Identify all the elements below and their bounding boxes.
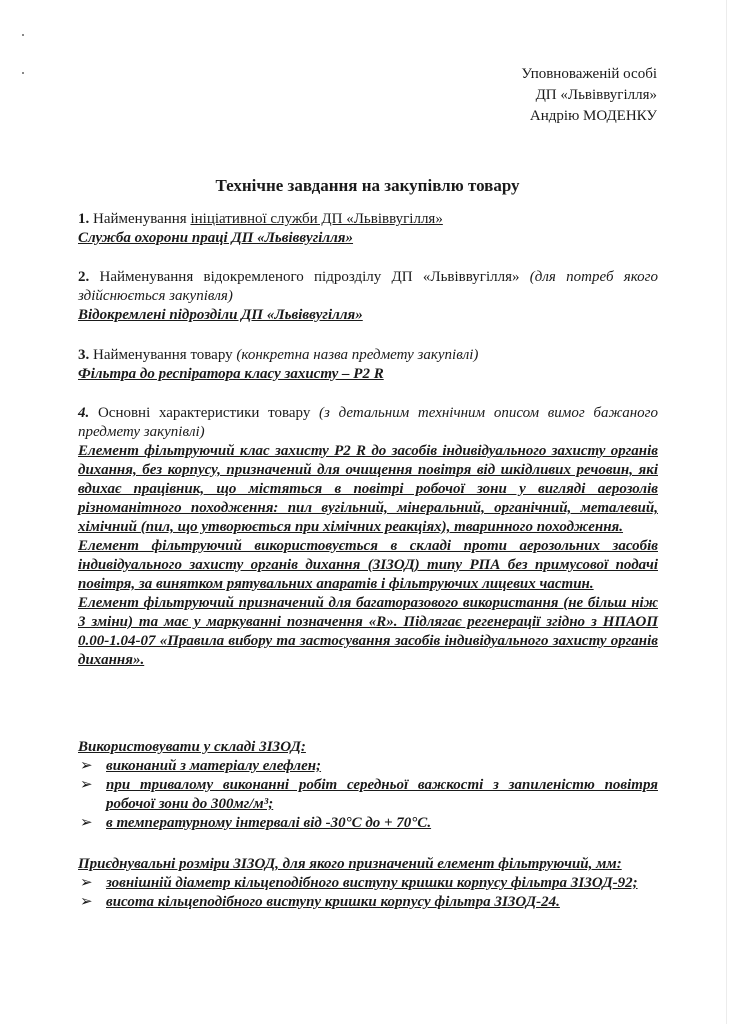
section-number: 1. [78, 211, 90, 227]
usage-section [78, 738, 658, 833]
section-2-label [78, 268, 658, 306]
list-item: ➢ при тривалому виконанні робіт середньої важкості з запиленістю повітря робочої зони до 300мг/м³; [80, 777, 658, 812]
section-1-value: Служба охорони праці ДП «Львіввугілля» [78, 230, 354, 246]
label-text: Найменування [93, 211, 191, 227]
section-3-label [78, 346, 658, 365]
section-1 [78, 210, 658, 248]
characteristics-paragraph: Елемент фільтруючий клас захисту Р2 R до засобів індивідуального захисту органів дихання, без корпусу, призначений для очищення повітря від шкідливих речовин, які вдихає працівник, що містяться в повітрі робочої зони у вигляді аерозолів різноманітного походження: пил вугільний, мінеральний, органічний, металевий, хімічний (пил, що утворюється при хімічних реакціях), тваринного походження. [78, 443, 658, 535]
section-3 [78, 346, 658, 384]
label-text-underlined: ініціативної служби ДП «Львіввугілля» [190, 211, 443, 227]
label-hint: (конкретна назва предмету закупівлі) [236, 347, 479, 363]
label-text: Найменування товару [93, 347, 233, 363]
list-item: ➢ виконаний з матеріалу елефлен; [80, 758, 322, 774]
scan-speck [22, 34, 24, 36]
section-4 [78, 404, 658, 670]
addressee-line: ДП «Львіввугілля» [535, 87, 657, 103]
arrow-bullet-icon: ➢ [80, 758, 93, 774]
section-number: 2. [78, 269, 90, 285]
arrow-bullet-icon: ➢ [80, 875, 93, 891]
addressee-line: Уповноваженій особі [521, 66, 657, 82]
label-hint: (з детальним технічним описом вимог бажаного предмету закупівлі) [78, 405, 659, 440]
section-number: 3. [78, 347, 90, 363]
section-number: 4. [78, 405, 90, 421]
usage-list [78, 757, 658, 833]
addressee-line: Андрію МОДЕНКУ [529, 108, 657, 124]
label-text: Найменування відокремленого підрозділу ДП «Львіввугілля» [99, 269, 520, 285]
section-3-value: Фільтра до респіратора класу захисту – Р2 R [78, 366, 384, 382]
section-2 [78, 268, 658, 325]
section-2-value: Відокремлені підрозділи ДП «Львіввугілля» [78, 307, 363, 323]
usage-heading: Використовувати у складі ЗІЗОД: [78, 739, 306, 755]
list-item: ➢ зовнішній діаметр кільцеподібного виступу кришки корпусу фільтра ЗІЗОД-92; [80, 875, 638, 891]
dimensions-list [78, 874, 658, 912]
label-text: Основні характеристики товару [97, 405, 311, 421]
section-1-label [78, 210, 658, 229]
scan-speck [22, 72, 24, 74]
section-4-label [78, 404, 658, 442]
label-hint: (для потреб якого здійснюється закупівля) [78, 269, 659, 304]
arrow-bullet-icon: ➢ [80, 777, 93, 793]
arrow-bullet-icon: ➢ [80, 815, 93, 831]
list-item: ➢ висота кільцеподібного виступу кришки корпусу фільтра ЗІЗОД-24. [80, 894, 560, 910]
characteristics-paragraph: Елемент фільтруючий використовується в складі проти аерозольних засобів індивідуального захисту органів дихання (ЗІЗОД) типу РПА без примусової подачі повітря, за винятком рятувальних апаратів і фільтруючих лицевих частин. [78, 538, 658, 592]
addressee-block [521, 64, 657, 127]
scan-edge [726, 0, 727, 1024]
document-title: Технічне завдання на закупівлю товару [215, 176, 520, 195]
dimensions-section [78, 855, 658, 912]
characteristics-paragraph: Елемент фільтруючий призначений для багаторазового використання (не більш ніж 3 зміни) та має у маркуванні позначення «R». Підлягає регенерації згідно з НПАОП 0.00-1.04-07 «Правила вибору та застосування засобів індивідуального захисту органів дихання». [78, 595, 658, 668]
arrow-bullet-icon: ➢ [80, 894, 93, 910]
dimensions-heading: Приєднувальні розміри ЗІЗОД, для якого призначений елемент фільтруючий, мм: [78, 856, 622, 872]
list-item: ➢ в температурному інтервалі від -30°С до + 70°С. [80, 815, 432, 831]
